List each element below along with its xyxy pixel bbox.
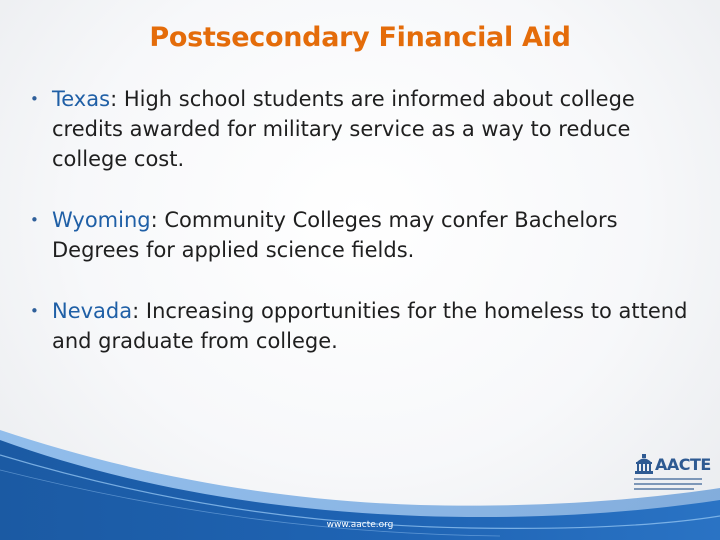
bullet-text: : Community Colleges may confer Bachelors Degrees for applied science fields. (52, 208, 618, 262)
state-name: Nevada (52, 299, 133, 323)
bullet-text: : Increasing opportunities for the homeless to attend and graduate from college. (52, 299, 688, 353)
bullet-marker-icon: • (30, 90, 39, 108)
capitol-building-icon (633, 453, 655, 475)
slide-title: Postsecondary Financial Aid (149, 22, 571, 53)
bullet-marker-icon: • (30, 211, 39, 229)
logo-tagline-line (634, 488, 694, 490)
bullet-list (30, 84, 700, 387)
state-name: Texas (52, 87, 111, 111)
footer-url[interactable]: www.aacte.org (326, 520, 394, 530)
bullet-nevada (30, 296, 700, 356)
bullet-texas (30, 84, 700, 174)
aacte-logo (633, 453, 711, 493)
bullet-wyoming (30, 205, 700, 265)
bullet-text: : High school students are informed about college credits awarded for military service as a way to reduce college cost. (52, 87, 635, 171)
logo-tagline-line (634, 478, 702, 480)
logo-tagline-line (634, 483, 702, 485)
logo-wordmark: AACTE (655, 455, 711, 474)
bullet-marker-icon: • (30, 302, 39, 320)
state-name: Wyoming (52, 208, 151, 232)
